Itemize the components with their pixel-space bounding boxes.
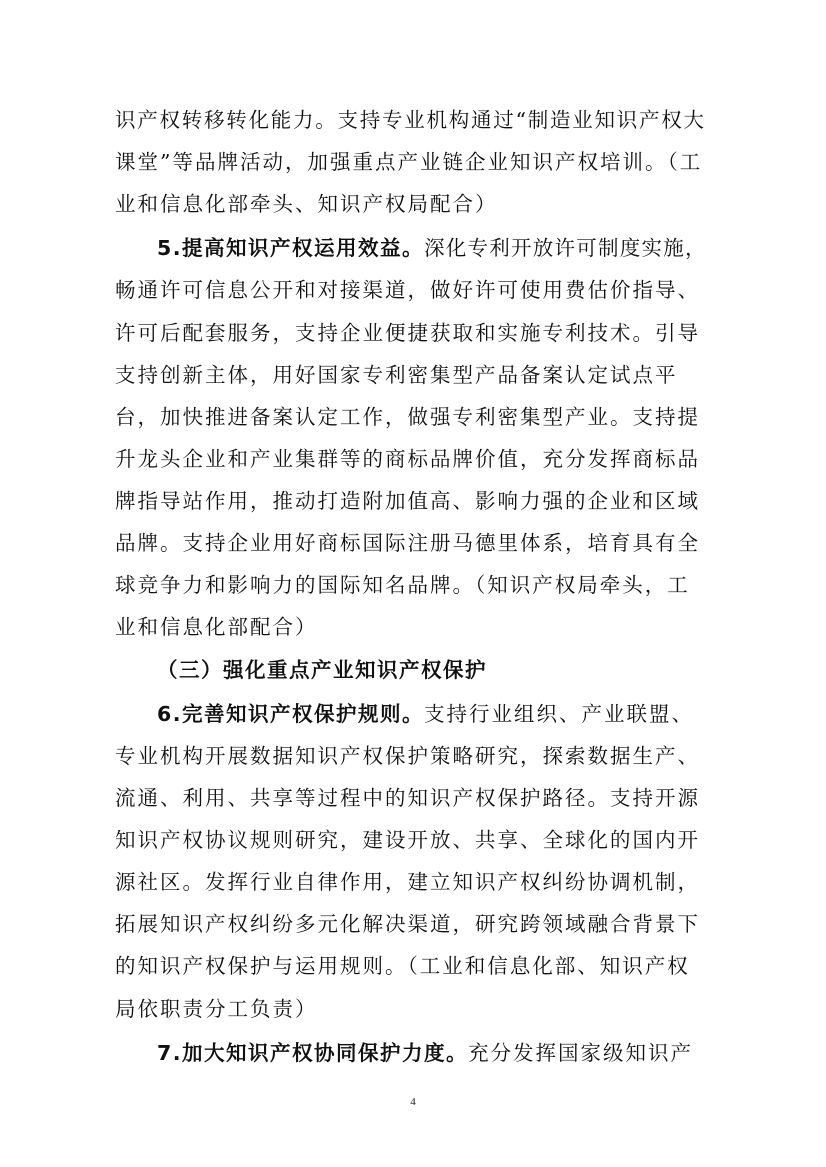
body-line: 源社区。发挥行业自律作用，建立知识产权纠纷协调机制，: [115, 870, 700, 894]
body-line: 许可后配套服务，支持企业便捷获取和实施专利技术。引导: [115, 321, 700, 345]
body-line: 业和信息化部牵头、知识产权局配合）: [115, 192, 498, 216]
paragraph-line: [157, 697, 694, 727]
item-heading-6: 6.完善知识产权保护规则。: [157, 702, 425, 726]
body-text: 充分发挥国家级知识产: [468, 1041, 694, 1065]
paragraph-line: [157, 231, 707, 261]
body-line: 知识产权协议规则研究，建设开放、共享、全球化的国内开: [115, 828, 700, 852]
paragraph-line: [157, 1036, 693, 1066]
body-line: 局依职责分工负责）: [115, 997, 318, 1021]
body-line: 拓展知识产权纠纷多元化解决渠道，研究跨领域融合背景下: [115, 912, 700, 936]
body-line: 品牌。支持企业用好商标国际注册马德里体系，培育具有全: [115, 531, 700, 555]
body-line: 课堂”等品牌活动，加强重点产业链企业知识产权培训。（工: [115, 150, 703, 174]
body-line: 的知识产权保护与运用规则。（工业和信息化部、知识产权: [115, 954, 690, 978]
body-line: 升龙头企业和产业集群等的商标品牌价值，充分发挥商标品: [115, 447, 700, 471]
item-heading-5: 5.提高知识产权运用效益。: [157, 236, 425, 260]
body-text: 深化专利开放许可制度实施，: [424, 236, 707, 260]
body-line: 台，加快推进备案认定工作，做强专利密集型产业。支持提: [115, 405, 700, 429]
body-line: 专业机构开展数据知识产权保护策略研究，探索数据生产、: [115, 744, 700, 768]
page-number: 4: [410, 1096, 416, 1108]
section-heading: （三）强化重点产业知识产权保护: [157, 658, 487, 682]
body-line: 业和信息化部配合）: [115, 615, 318, 639]
body-text: 支持行业组织、产业联盟、: [424, 702, 695, 726]
body-line: 识产权转移转化能力。支持专业机构通过“制造业知识产权大: [115, 108, 706, 132]
body-line: 支持创新主体，用好国家专利密集型产品备案认定试点平: [115, 363, 678, 387]
body-line: 流通、利用、共享等过程中的知识产权保护路径。支持开源: [115, 786, 700, 810]
body-line: 畅通许可信息公开和对接渠道，做好许可使用费估价指导、: [115, 278, 700, 302]
item-heading-7: 7.加大知识产权协同保护力度。: [157, 1041, 469, 1065]
body-line: 牌指导站作用，推动打造附加值高、影响力强的企业和区域: [115, 489, 700, 513]
body-line: 球竞争力和影响力的国际知名品牌。（知识产权局牵头，工: [115, 573, 690, 597]
